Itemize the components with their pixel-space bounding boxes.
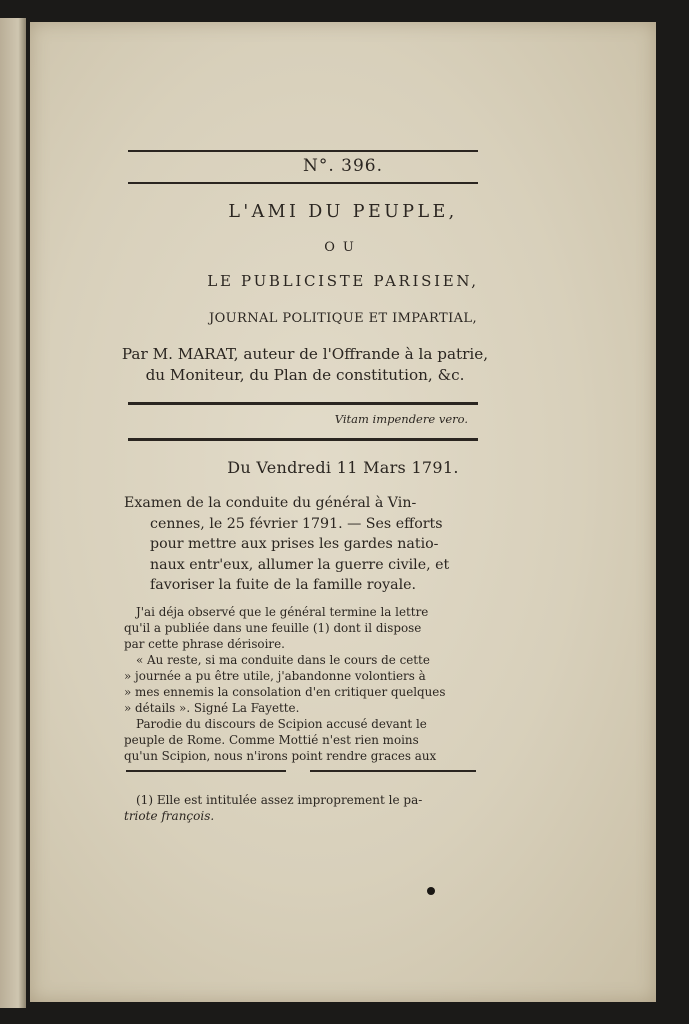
journal-type: JOURNAL POLITIQUE ET IMPARTIAL, [209,311,477,326]
body-line: » mes ennemis la consolation d'en critiquer quelques [124,685,446,699]
summary-line: favoriser la fuite de la famille royale. [150,577,417,593]
epigraph: Vitam impendere vero. [334,412,468,426]
body-line: peuple de Rome. Comme Mottié n'est rien moins [124,733,419,747]
body-line: « Au reste, si ma conduite dans le cours de cette [136,653,430,667]
issue-rule [128,182,478,184]
body-line: par cette phrase dérisoire. [124,637,285,651]
byline-line: Par M. MARAT, auteur de l'Offrande à la patrie, [121,345,489,363]
footnote-line: (1) Elle est intitulée assez improprement le pa- [136,793,423,807]
body-line: » journée a pu être utile, j'abandonne volontiers à [124,669,426,683]
article-body [124,604,480,764]
dateline: Du Vendredi 11 Mars 1791. [227,458,459,477]
summary-line: cennes, le 25 février 1791. — Ses efforts [150,515,443,532]
byline [120,344,490,386]
article-summary [124,493,480,596]
epigraph-rule [128,438,478,441]
byline-line: du Moniteur, du Plan de constitution, &c. [145,366,465,384]
body-line: J'ai déja observé que le général termine la lettre [136,605,429,619]
masthead-title: L'AMI DU PEUPLE, [228,202,458,222]
body-line: » détails ». Signé La Fayette. [124,701,300,715]
footnote [124,792,484,824]
footnote-line: triote françois. [124,809,215,823]
masthead-subtitle: LE PUBLICISTE PARISIEN, [207,272,479,290]
issue-number: N°. 396. [302,156,384,176]
masthead-ou: OU [324,240,362,255]
body-line: qu'il a publiée dans une feuille (1) dont il dispose [124,621,422,635]
newspaper-page [30,22,656,1002]
summary-line: naux entr'eux, allumer la guerre civile, et [150,556,450,573]
body-line: Parodie du discours de Scipion accusé devant le [136,717,427,731]
summary-line: Examen de la conduite du général à Vin- [124,495,417,511]
ink-dot [427,887,435,895]
footnote-rule [126,770,286,772]
footnote-rule [310,770,476,772]
top-rule [128,150,478,152]
body-line: qu'un Scipion, nous n'irons point rendre graces aux [124,749,437,763]
summary-line: pour mettre aux prises les gardes natio- [150,536,439,552]
adjacent-page-edge [0,18,26,1008]
byline-rule [128,402,478,405]
